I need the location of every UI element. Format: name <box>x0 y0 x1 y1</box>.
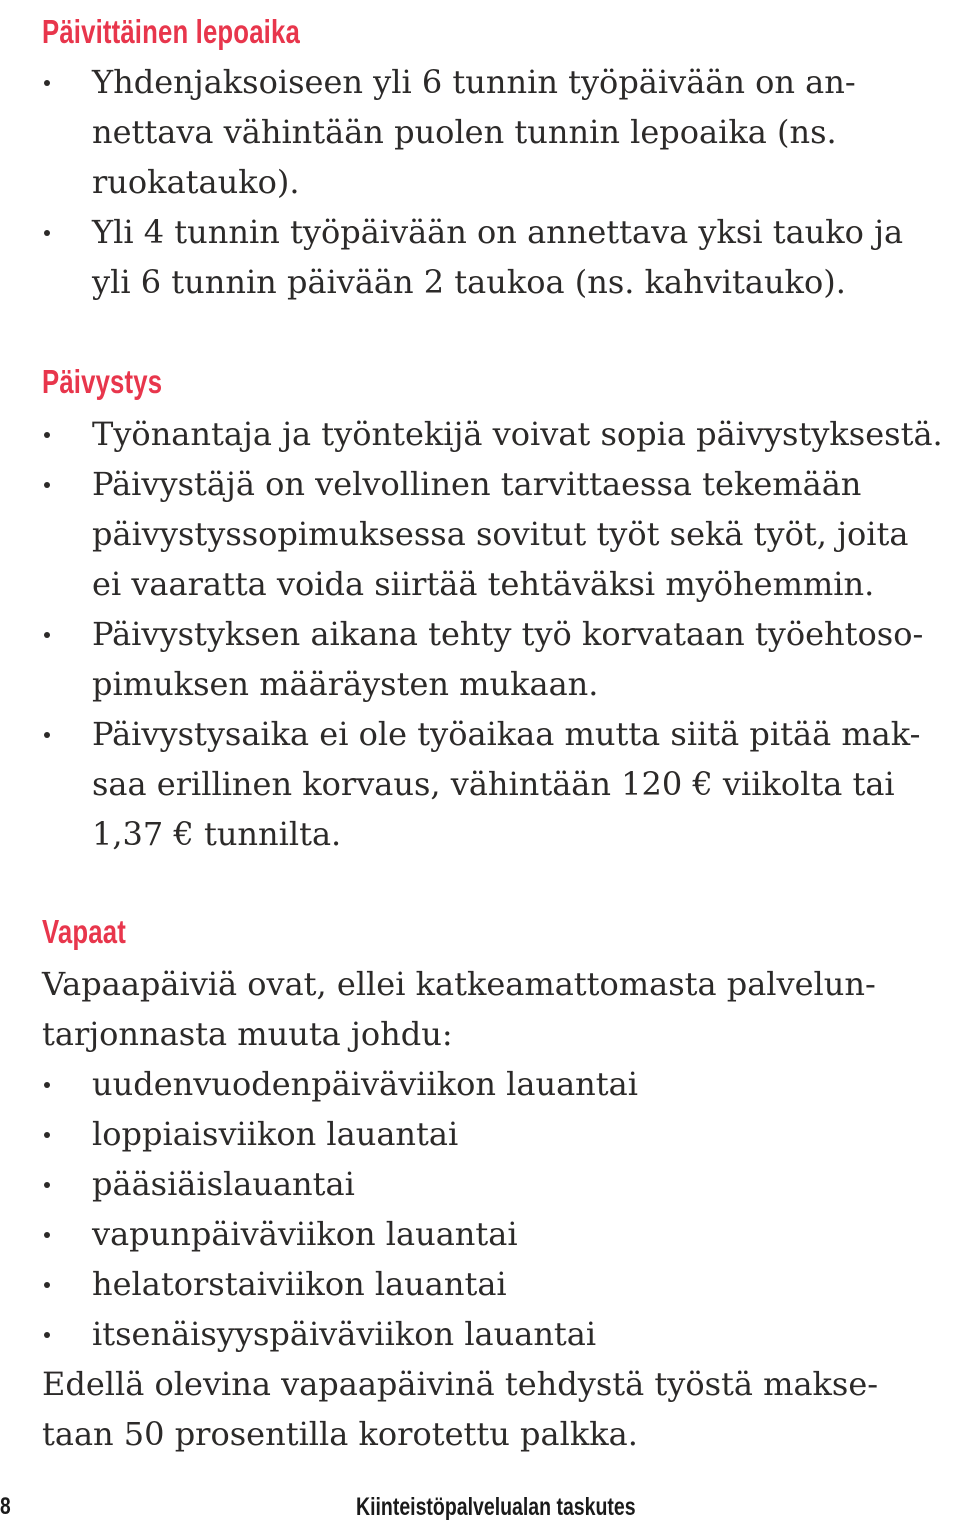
heading-lepoaika: Päivittäinen lepoaika <box>42 13 300 50</box>
list-item: uudenvuodenpäiväviikon lauantai <box>92 1065 638 1103</box>
text-line: ei vaaratta voida siirtää tehtäväksi myöhemmin. <box>92 565 875 603</box>
text-line: Yli 4 tunnin työpäivään on annettava yksi tauko ja <box>92 213 904 251</box>
text-line: 1,37 € tunnilta. <box>92 815 342 853</box>
page-number: 8 <box>0 1493 11 1520</box>
list-item: loppiaisviikon lauantai <box>92 1115 459 1153</box>
text-line: saa erillinen korvaus, vähintään 120 € viikolta tai <box>92 765 895 803</box>
bullet <box>44 1182 50 1188</box>
bullet <box>44 482 50 488</box>
bullet <box>44 1232 50 1238</box>
bullet <box>44 432 50 438</box>
bullet <box>44 230 50 236</box>
text-line: tarjonnasta muuta johdu: <box>42 1015 453 1053</box>
heading-paivystys: Päivystys <box>42 363 163 400</box>
text-line: Yhdenjaksoiseen yli 6 tunnin työpäivään on an- <box>92 63 856 101</box>
text-line: päivystyssopimuksessa sovitut työt sekä työt, joita <box>92 515 909 553</box>
bullet <box>44 1132 50 1138</box>
text-line: yli 6 tunnin päivään 2 taukoa (ns. kahvitauko). <box>92 263 846 301</box>
text-line: nettava vähintään puolen tunnin lepoaika (ns. <box>92 113 837 151</box>
text-line: Edellä olevina vapaapäivinä tehdystä työstä makse- <box>42 1365 879 1403</box>
bullet <box>44 1082 50 1088</box>
text-line: taan 50 prosentilla korotettu palkka. <box>42 1415 638 1453</box>
footer-title: Kiinteistöpalvelualan taskutes <box>356 1493 636 1521</box>
text-line: Päivystyksen aikana tehty työ korvataan työehtoso- <box>92 615 924 653</box>
text-line: Vapaapäiviä ovat, ellei katkeamattomasta palvelun- <box>42 965 876 1003</box>
list-item: itsenäisyyspäiväviikon lauantai <box>92 1315 597 1353</box>
list-item: pääsiäislauantai <box>92 1165 355 1203</box>
bullet <box>44 732 50 738</box>
heading-vapaat: Vapaat <box>42 913 126 950</box>
bullet <box>44 1282 50 1288</box>
text-line: Päivystäjä on velvollinen tarvittaessa tekemään <box>92 465 862 503</box>
list-item: helatorstaiviikon lauantai <box>92 1265 507 1303</box>
text-line: ruokatauko). <box>92 163 300 201</box>
text-line: pimuksen määräysten mukaan. <box>92 665 599 703</box>
list-item: vapunpäiväviikon lauantai <box>92 1215 518 1253</box>
bullet <box>44 80 50 86</box>
bullet <box>44 632 50 638</box>
bullet <box>44 1332 50 1338</box>
text-line: Päivystysaika ei ole työaikaa mutta siitä pitää mak- <box>92 715 921 753</box>
text-line: Työnantaja ja työntekijä voivat sopia päivystyksestä. <box>92 415 943 453</box>
